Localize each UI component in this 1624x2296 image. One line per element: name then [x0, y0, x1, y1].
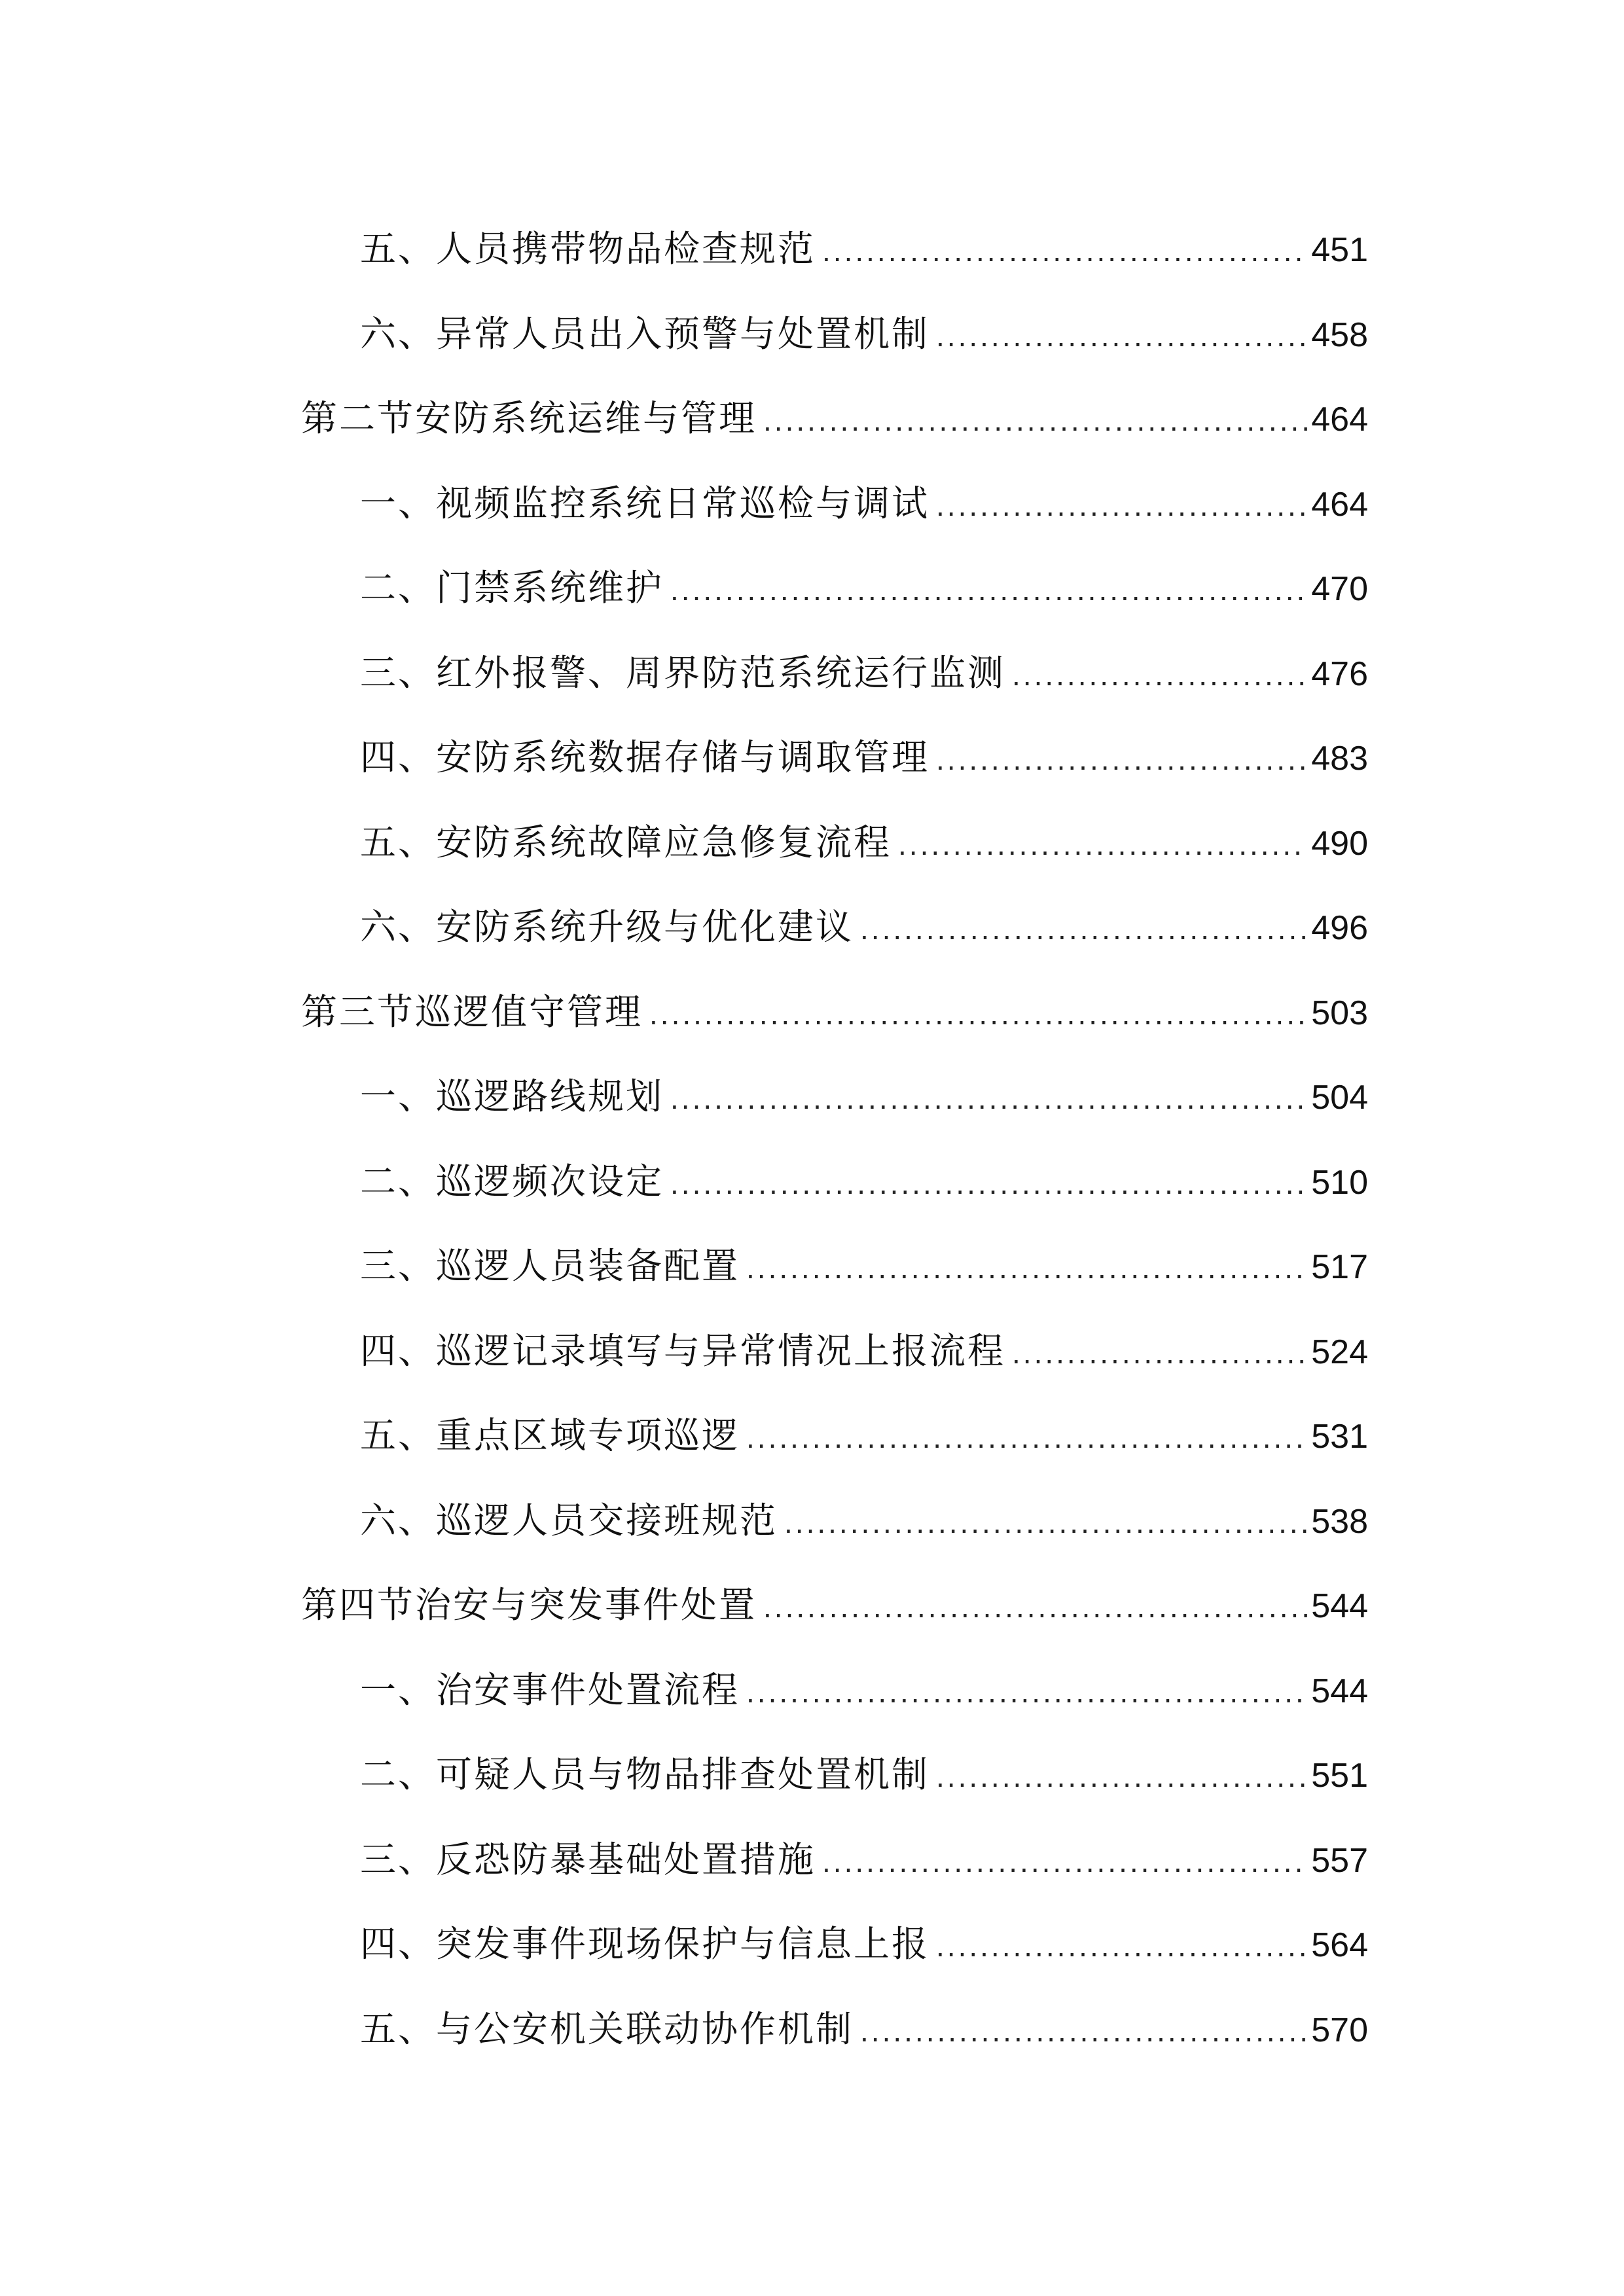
toc-dot-leader	[670, 1141, 1307, 1227]
toc-dot-leader	[649, 972, 1307, 1057]
toc-entry[interactable]	[301, 800, 1368, 886]
toc-entry[interactable]	[301, 292, 1368, 377]
toc-entry[interactable]	[301, 1309, 1368, 1394]
toc-entry[interactable]	[301, 1732, 1368, 1818]
toc-page-number: 464	[1311, 401, 1368, 439]
toc-entry-title: 四、巡逻记录填写与异常情况上报流程	[360, 1329, 1006, 1372]
toc-entry[interactable]	[301, 631, 1368, 716]
toc-page-number: 544	[1311, 1587, 1368, 1625]
toc-dot-leader	[746, 1226, 1307, 1311]
toc-dot-leader	[1012, 1311, 1307, 1396]
toc-dot-leader	[936, 717, 1307, 802]
toc-section-title: 第二节安防系统运维与管理	[301, 397, 757, 439]
toc-dot-leader	[746, 1650, 1307, 1735]
toc-page-number: 496	[1311, 909, 1368, 947]
toc-entry-title: 一、治安事件处置流程	[360, 1668, 740, 1711]
toc-entry-title: 一、视频监控系统日常巡检与调试	[360, 482, 930, 524]
toc-dot-leader	[763, 1565, 1307, 1650]
toc-page-number: 544	[1311, 1672, 1368, 1710]
toc-page-number: 570	[1311, 2011, 1368, 2049]
toc-entry-title: 五、与公安机关联动协作机制	[360, 2007, 854, 2050]
toc-page-number: 470	[1311, 570, 1368, 608]
toc-dot-leader	[822, 1820, 1307, 1905]
toc-section-entry[interactable]	[301, 1563, 1368, 1648]
toc-entry-title: 三、巡逻人员装备配置	[360, 1245, 740, 1287]
toc-page-number: 551	[1311, 1757, 1368, 1795]
toc-dot-leader	[936, 1904, 1307, 1989]
toc-entry[interactable]	[301, 1902, 1368, 1987]
toc-entry-title: 一、巡逻路线规划	[360, 1075, 664, 1117]
toc-entry[interactable]	[301, 1987, 1368, 2072]
toc-entry-title: 五、安防系统故障应急修复流程	[360, 821, 892, 863]
toc-entry-title: 三、反恐防暴基础处置措施	[360, 1838, 816, 1880]
toc-page-number: 517	[1311, 1248, 1368, 1286]
table-of-contents	[301, 207, 1368, 2072]
toc-dot-leader	[936, 1734, 1307, 1820]
toc-entry-title: 六、巡逻人员交接班规范	[360, 1499, 778, 1541]
toc-dot-leader	[898, 802, 1307, 888]
toc-entry[interactable]	[301, 1054, 1368, 1139]
toc-entry-title: 二、巡逻频次设定	[360, 1160, 664, 1202]
toc-dot-leader	[670, 548, 1307, 633]
toc-entry-title: 二、门禁系统维护	[360, 567, 664, 609]
toc-dot-leader	[936, 294, 1307, 379]
toc-entry[interactable]	[301, 1139, 1368, 1225]
toc-entry[interactable]	[301, 1393, 1368, 1479]
toc-page-number: 524	[1311, 1333, 1368, 1371]
toc-page-number: 538	[1311, 1502, 1368, 1541]
toc-entry[interactable]	[301, 715, 1368, 800]
toc-entry-title: 四、突发事件现场保护与信息上报	[360, 1923, 930, 1965]
toc-page-number: 464	[1311, 485, 1368, 524]
toc-entry[interactable]	[301, 461, 1368, 547]
toc-dot-leader	[784, 1480, 1307, 1566]
toc-dot-leader	[860, 887, 1307, 972]
toc-page-number: 564	[1311, 1926, 1368, 1964]
toc-page-number: 451	[1311, 231, 1368, 269]
toc-entry-title: 四、安防系统数据存储与调取管理	[360, 736, 930, 778]
toc-page-number: 557	[1311, 1841, 1368, 1880]
toc-section-title: 第四节治安与突发事件处置	[301, 1584, 757, 1626]
toc-page-number: 483	[1311, 740, 1368, 778]
toc-entry[interactable]	[301, 1818, 1368, 1903]
toc-section-title: 第三节巡逻值守管理	[301, 990, 643, 1033]
toc-dot-leader	[746, 1395, 1307, 1480]
toc-entry[interactable]	[301, 1648, 1368, 1733]
toc-section-entry[interactable]	[301, 970, 1368, 1055]
toc-page-number: 503	[1311, 994, 1368, 1032]
toc-dot-leader	[860, 1989, 1307, 2074]
toc-entry-title: 二、可疑人员与物品排查处置机制	[360, 1753, 930, 1795]
toc-dot-leader	[1012, 633, 1307, 718]
toc-entry-title: 五、人员携带物品检查规范	[360, 228, 816, 270]
toc-dot-leader	[670, 1056, 1307, 1141]
toc-entry[interactable]	[301, 546, 1368, 631]
toc-entry[interactable]	[301, 885, 1368, 970]
toc-section-entry[interactable]	[301, 376, 1368, 461]
toc-page-number: 510	[1311, 1163, 1368, 1202]
toc-entry[interactable]	[301, 1479, 1368, 1564]
toc-page-number: 531	[1311, 1418, 1368, 1456]
toc-entry-title: 六、安防系统升级与优化建议	[360, 906, 854, 948]
toc-entry-title: 三、红外报警、周界防范系统运行监测	[360, 651, 1006, 694]
toc-entry-title: 五、重点区域专项巡逻	[360, 1414, 740, 1456]
toc-dot-leader	[763, 378, 1307, 463]
toc-page-number: 490	[1311, 824, 1368, 863]
toc-dot-leader	[822, 209, 1307, 294]
toc-dot-leader	[936, 463, 1307, 548]
toc-page-number: 458	[1311, 315, 1368, 354]
toc-page-number: 476	[1311, 655, 1368, 693]
toc-page-number: 504	[1311, 1079, 1368, 1117]
toc-entry[interactable]	[301, 1224, 1368, 1309]
toc-entry-title: 六、异常人员出入预警与处置机制	[360, 312, 930, 355]
toc-entry[interactable]	[301, 207, 1368, 292]
